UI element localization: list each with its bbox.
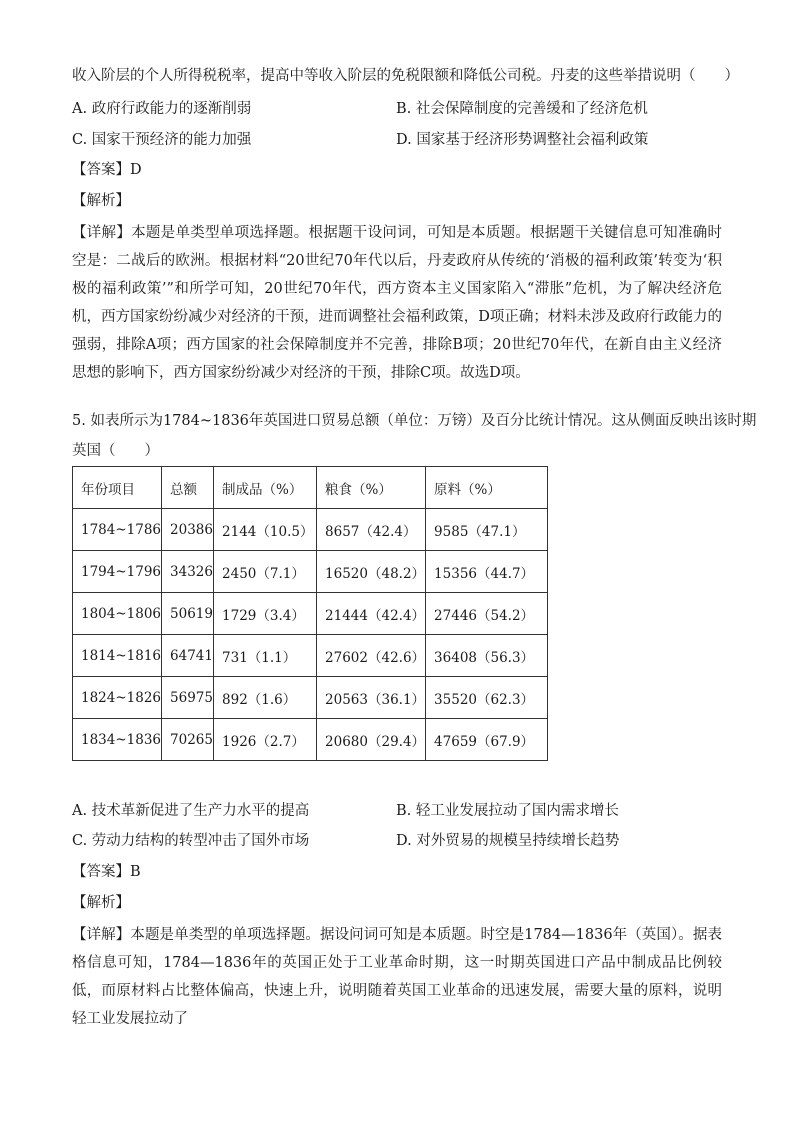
answer-label: 【答案】	[72, 864, 130, 880]
q5-stem-line2: 英国（ ）	[72, 443, 159, 459]
q5-detail	[72, 921, 722, 1033]
table-cell: 1804~1806	[73, 593, 162, 635]
table-cell: 9585（47.1）	[426, 509, 548, 551]
table-cell: 47659（67.9）	[426, 719, 548, 761]
table-cell: 70265	[162, 719, 214, 761]
table-cell: 1814~1816	[73, 635, 162, 677]
table-cell: 27602（42.6）	[317, 635, 426, 677]
table-cell: 731（1.1）	[214, 635, 317, 677]
table-cell: 35520（62.3）	[426, 677, 548, 719]
q4-analysis-label: 【解析】	[72, 193, 130, 209]
detail-text: 本题是单类型的单项选择题。据设问词可知是本质题。时空是1784—1836年（英国）。据表格信息可知，1784—1836年的英国正处于工业革命时期，这一时期英国进口产品中制成品比例较低，而原材料占比整体偏高，快速上升，说明随着英国工业革命的迅速发展，需要大量的原料，说明轻工业发展拉动了	[72, 927, 722, 1027]
q5-option-c: C. 劳动力结构的转型冲击了国外市场	[72, 833, 310, 849]
q4-stem-tail: 收入阶层的个人所得税税率，提高中等收入阶层的免税限额和降低公司税。丹麦的这些举措说明（ ）	[72, 68, 739, 84]
table-cell: 20386	[162, 509, 214, 551]
table-cell: 1794~1796	[73, 551, 162, 593]
table-cell: 20680（29.4）	[317, 719, 426, 761]
detail-text: 本题是单类型单项选择题。根据题干设问词，可知是本质题。根据题干关键信息可知准确时空是：二战后的欧洲。根据材料“20世纪70年代以后，丹麦政府从传统的‘消极的福利政策’转变为‘积极的福利政策’”和所学可知，20世纪70年代，西方资本主义国家陷入“滞胀”危机，为了解决经济危机，西方国家纷纷减少对经济的干预，进而调整社会福利政策，D项正确；材料未涉及政府行政能力的强弱，排除A项；西方国家的社会保障制度并不完善，排除B项；20世纪70年代，在新自由主义经济思想的影响下，西方国家纷纷减少对经济的干预，排除C项。故选D项。	[72, 225, 723, 381]
q5-stem-line1: 5. 如表所示为1784~1836年英国进口贸易总额（单位：万镑）及百分比统计情况。这从侧面反映出该时期	[72, 413, 757, 429]
q4-detail	[72, 219, 722, 387]
table-cell: 1729（3.4）	[214, 593, 317, 635]
q4-option-a: A. 政府行政能力的逐渐削弱	[72, 101, 252, 117]
table-cell: 1834~1836	[73, 719, 162, 761]
table-cell: 1926（2.7）	[214, 719, 317, 761]
table-cell: 1784~1786	[73, 509, 162, 551]
table-cell: 2450（7.1）	[214, 551, 317, 593]
table-header-row	[73, 467, 548, 509]
table-row	[73, 677, 548, 719]
header-cell: 原料（%）	[426, 467, 548, 509]
header-cell: 总额	[162, 467, 214, 509]
header-cell: 年份项目	[73, 467, 162, 509]
q4-option-d: D. 国家基于经济形势调整社会福利政策	[396, 132, 649, 148]
q5-analysis-label: 【解析】	[72, 895, 130, 911]
q4-answer	[72, 160, 722, 180]
detail-label: 【详解】	[72, 927, 131, 943]
table-cell: 36408（56.3）	[426, 635, 548, 677]
table-cell: 2144（10.5）	[214, 509, 317, 551]
header-cell: 制成品（%）	[214, 467, 317, 509]
table-cell: 56975	[162, 677, 214, 719]
table-cell: 16520（48.2）	[317, 551, 426, 593]
table-cell: 15356（44.7）	[426, 551, 548, 593]
q5-option-a: A. 技术革新促进了生产力水平的提高	[72, 803, 310, 819]
answer-label: 【答案】	[72, 162, 130, 178]
q5-option-d: D. 对外贸易的规模呈持续增长趋势	[396, 833, 620, 849]
table-cell: 892（1.6）	[214, 677, 317, 719]
table-cell: 27446（54.2）	[426, 593, 548, 635]
table-row	[73, 593, 548, 635]
table-row	[73, 635, 548, 677]
detail-label: 【详解】	[72, 225, 132, 241]
q5-option-b: B. 轻工业发展拉动了国内需求增长	[396, 803, 619, 819]
table-cell: 1824~1826	[73, 677, 162, 719]
table-row	[73, 719, 548, 761]
trade-table	[72, 466, 548, 761]
header-cell: 粮食（%）	[317, 467, 426, 509]
q4-option-b: B. 社会保障制度的完善缓和了经济危机	[396, 101, 648, 117]
table-cell: 34326	[162, 551, 214, 593]
q5-answer	[72, 862, 722, 882]
table-cell: 64741	[162, 635, 214, 677]
table-row	[73, 551, 548, 593]
answer-value: D	[130, 162, 142, 178]
q4-option-c: C. 国家干预经济的能力加强	[72, 132, 252, 148]
answer-value: B	[130, 864, 141, 880]
table-cell: 20563（36.1）	[317, 677, 426, 719]
table-cell: 8657（42.4）	[317, 509, 426, 551]
table-row	[73, 509, 548, 551]
table-cell: 50619	[162, 593, 214, 635]
table-cell: 21444（42.4）	[317, 593, 426, 635]
